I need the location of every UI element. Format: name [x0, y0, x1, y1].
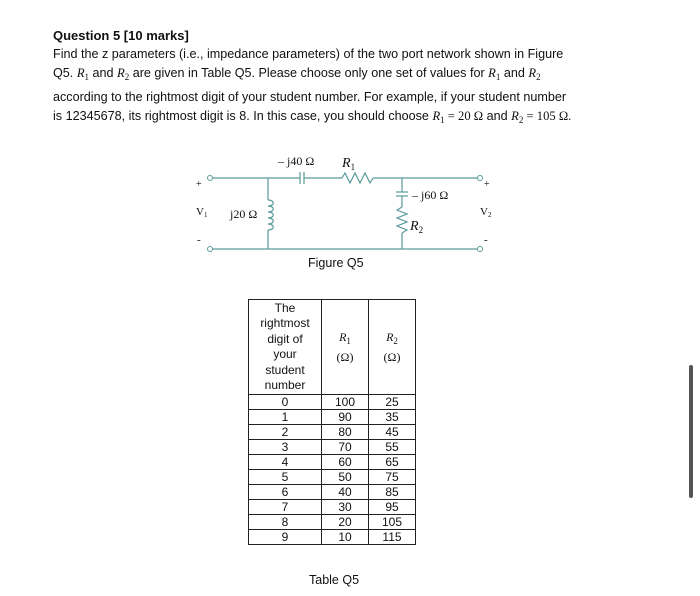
circuit-diagram [190, 145, 500, 255]
v2-minus: - [484, 234, 488, 246]
q-line4-a: is 12345678, its rightmost digit is 8. In this case, you should choose [53, 108, 433, 123]
digit-cell: 5 [249, 470, 322, 485]
digit-cell: 8 [249, 515, 322, 530]
r1-cell: 10 [322, 530, 369, 545]
r2-cell: 115 [369, 530, 416, 545]
r1-cell: 100 [322, 395, 369, 410]
table-row [249, 515, 416, 530]
terminal-1-top [208, 176, 213, 181]
header-r1: $R_1$ (Ω) [322, 300, 369, 395]
table-row [249, 500, 416, 515]
table-row [249, 530, 416, 545]
r2-symbol: $R_2$ [117, 66, 130, 83]
digit-cell: 4 [249, 455, 322, 470]
scrollbar[interactable] [689, 365, 693, 498]
digit-cell: 6 [249, 485, 322, 500]
terminal-2-bottom [478, 247, 483, 252]
resistor-r1 [342, 173, 373, 183]
r2-symbol: $R_2$ [528, 66, 541, 83]
header-digit-line: student [265, 362, 305, 377]
r2-cell: 25 [369, 395, 416, 410]
r1-symbol: $R_1$ [432, 108, 445, 125]
header-digit-line: your [273, 347, 297, 362]
table-row [249, 395, 416, 410]
r2-cell: 75 [369, 470, 416, 485]
table-row [249, 485, 416, 500]
header-digit [249, 300, 322, 395]
q-line2-a: Q5. [53, 66, 77, 81]
table-row [249, 425, 416, 440]
inductor [268, 200, 273, 230]
r2-label: $R_2$ [410, 219, 424, 235]
q-line2-b: and [89, 66, 118, 81]
r2-cell: 85 [369, 485, 416, 500]
v1-label: V1 [196, 206, 208, 219]
r2-cell: 65 [369, 455, 416, 470]
r1-symbol: $R_1$ [76, 66, 90, 83]
q-line4-and: and [483, 108, 512, 123]
inductor-label: j20 Ω [230, 207, 258, 221]
r2-cell: 55 [369, 440, 416, 455]
header-r2: $R_2$ (Ω) [369, 300, 416, 395]
r2-example-value: = 105 Ω. [523, 108, 572, 123]
r1-symbol: $R_1$ [488, 66, 501, 83]
v1-minus: - [197, 234, 201, 246]
values-table [248, 299, 416, 545]
r1-cell: 30 [322, 500, 369, 515]
r1-example-value: = 20 Ω [444, 108, 484, 123]
header-digit-line: The [274, 301, 296, 315]
q-line3: according to the rightmost digit of your student number. For example, if your student number [53, 89, 567, 104]
table-caption: Table Q5 [309, 573, 360, 587]
cap1-label: – j40 Ω [278, 154, 315, 168]
v1-plus: + [196, 179, 202, 190]
header-digit-line: number [264, 378, 306, 393]
v2-plus: + [484, 179, 490, 190]
r1-cell: 90 [322, 410, 369, 425]
figure-caption: Figure Q5 [308, 256, 364, 270]
q-line2-d: and [500, 66, 529, 81]
digit-cell: 0 [249, 395, 322, 410]
digit-cell: 7 [249, 500, 322, 515]
question-block [53, 26, 623, 130]
digit-cell: 3 [249, 440, 322, 455]
digit-cell: 2 [249, 425, 322, 440]
table-row [249, 440, 416, 455]
question-title: Question 5 [10 marks] [53, 28, 189, 43]
cap2-label: – j60 Ω [412, 188, 449, 202]
resistor-r2 [397, 207, 407, 233]
table-row [249, 410, 416, 425]
r1-cell: 20 [322, 515, 369, 530]
r2-cell: 35 [369, 410, 416, 425]
r1-label: $R_1$ [342, 156, 356, 172]
table-row [249, 470, 416, 485]
question-text [53, 45, 623, 130]
digit-cell: 1 [249, 410, 322, 425]
r2-cell: 95 [369, 500, 416, 515]
terminal-2-top [478, 176, 483, 181]
header-digit-line: rightmost [260, 316, 310, 331]
r2-symbol: $R_2$ [511, 108, 524, 125]
table-row [249, 455, 416, 470]
r1-cell: 70 [322, 440, 369, 455]
q-line2-c: are given in Table Q5. Please choose only one set of values for [129, 66, 489, 81]
r1-cell: 40 [322, 485, 369, 500]
r1-cell: 80 [322, 425, 369, 440]
v2-label: V2 [480, 206, 492, 219]
r1-cell: 60 [322, 455, 369, 470]
terminal-1-bottom [208, 247, 213, 252]
header-digit-line: digit of [267, 331, 303, 346]
r1-cell: 50 [322, 470, 369, 485]
r2-cell: 105 [369, 515, 416, 530]
digit-cell: 9 [249, 530, 322, 545]
r2-cell: 45 [369, 425, 416, 440]
q-line1: Find the z parameters (i.e., impedance parameters) of the two port network shown in Figure [53, 47, 564, 62]
